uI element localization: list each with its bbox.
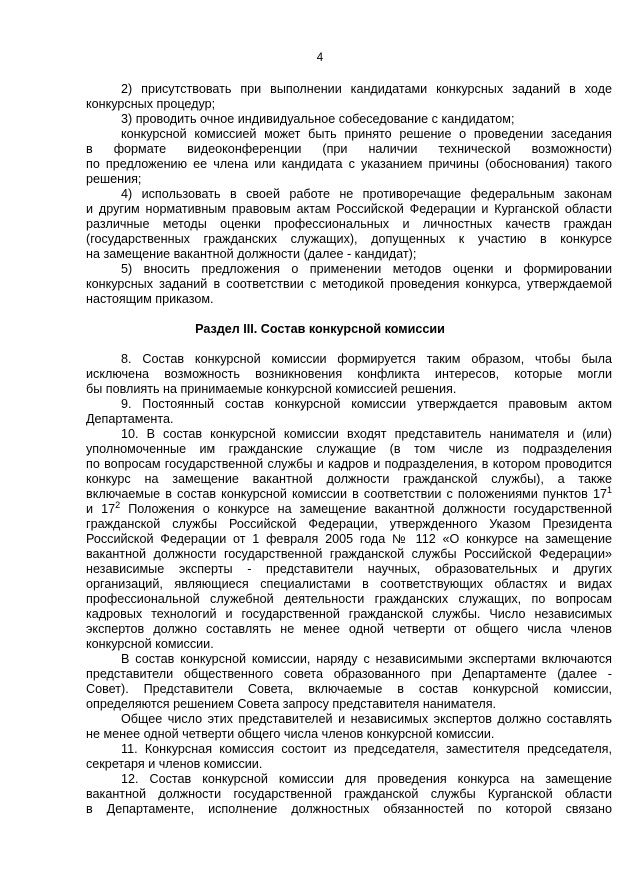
text-line: в формате видеоконференции (при наличии технической возможности): [86, 142, 612, 156]
text-line: в Департаменте, исполнение должностных обязанностей по которой связано: [86, 802, 612, 816]
text-line: не менее одной четверти общего числа членов конкурсной комиссии.: [86, 727, 495, 741]
text-line: 12. Состав конкурсной комиссии для проведения конкурса на замещение: [121, 772, 612, 786]
text-line: вакантной должности государственной гражданской службы Российской Федерации»: [86, 547, 612, 561]
text-line: конкурсных заданий в соответствии с методикой проведения конкурса, утверждаемой: [86, 277, 612, 291]
text-line: уполномоченные им гражданские служащие (в том числе из подразделения: [86, 442, 612, 456]
text-line: экспертов должно составлять не менее одной четверти от общего числа членов: [86, 622, 612, 636]
text-line: представители общественного совета образованного при Департаменте (далее -: [86, 667, 612, 681]
text-line: на замещение вакантной должности (далее - кандидат);: [86, 247, 417, 261]
text-line: 2) присутствовать при выполнении кандидатами конкурсных заданий в ходе: [121, 82, 612, 96]
text-line: независимые эксперты - представители научных, образовательных и других: [86, 562, 612, 576]
text-line: по вопросам государственной службы и кадров и подразделения, в котором проводится: [86, 457, 612, 471]
text-line: Совет). Представители Совета, включаемые в состав конкурсной комиссии,: [86, 682, 612, 696]
text-line: конкурс на замещение вакантной должности гражданской службы), а также: [86, 472, 612, 486]
text-line: 9. Постоянный состав конкурсной комиссии утверждается правовым актом: [121, 397, 612, 411]
text-line: решения;: [86, 172, 142, 186]
text-line: определяются решением Совета запросу представителя нанимателя.: [86, 697, 497, 711]
line-text: Положения о конкурсе на замещение вакантной должности государственной: [120, 502, 612, 516]
text-line: 3) проводить очное индивидуальное собеседование с кандидатом;: [121, 112, 515, 126]
text-line: секретаря и членов комиссии.: [86, 757, 263, 771]
text-line: по предложению ее члена или кандидата с указанием причины (обоснования) такого: [86, 157, 612, 171]
text-line: 11. Конкурсная комиссия состоит из председателя, заместителя председателя,: [121, 742, 612, 756]
text-line: Департамента.: [86, 412, 174, 426]
section-heading: Раздел III. Состав конкурсной комиссии: [195, 322, 445, 336]
text-line: Российской Федерации от 1 февраля 2005 года № 112 «О конкурсе на замещение: [86, 532, 612, 546]
superscript: 2: [115, 499, 121, 510]
text-line: настоящим приказом.: [86, 292, 214, 306]
text-line: [86, 484, 612, 502]
text-line: [86, 499, 612, 517]
text-line: различные методы оценки профессиональных и личностных качеств граждан: [86, 217, 612, 231]
text-line: конкурсных процедур;: [86, 97, 216, 111]
text-line: 5) вносить предложения о применении методов оценки и формировании: [121, 262, 612, 276]
text-line: Общее число этих представителей и независимых экспертов должно составлять: [121, 712, 612, 726]
text-line: В состав конкурсной комиссии, наряду с независимыми экспертами включаются: [121, 652, 612, 666]
text-line: профессиональной служебной деятельности гражданских служащих, по вопросам: [86, 592, 612, 606]
text-line: кадровых технологий и государственной гражданской службы. Число независимых: [86, 607, 612, 621]
text-line: бы повлиять на принимаемые конкурсной комиссией решения.: [86, 382, 457, 396]
text-line: конкурсной комиссией может быть принято решение о проведении заседания: [121, 127, 612, 141]
text-line: и другим нормативным правовым актам Российской Федерации и Курганской области: [86, 202, 612, 216]
text-line: 4) использовать в своей работе не противоречащие федеральным законам: [121, 187, 612, 201]
text-line: (государственных гражданских служащих), допущенных к участию в конкурсе: [86, 232, 612, 246]
text-line: гражданской службы Российской Федерации, утвержденного Указом Президента: [86, 517, 612, 531]
text-line: конкурсной комиссии.: [86, 637, 214, 651]
text-line: 10. В состав конкурсной комиссии входят представитель нанимателя и (или): [121, 427, 612, 441]
text-line: 8. Состав конкурсной комиссии формируется таким образом, чтобы была: [121, 352, 612, 366]
text-line: вакантной должности государственной гражданской службы Курганской области: [86, 787, 612, 801]
line-text: включаемые в состав конкурсной комиссии в соответствии с положениями пунктов 17: [86, 487, 607, 501]
superscript: 1: [606, 484, 612, 495]
line-text: и 17: [86, 502, 116, 516]
text-line: исключена возможность возникновения конфликта интересов, которые могли: [86, 367, 612, 381]
page-number: 4: [316, 52, 324, 64]
text-line: организаций, являющиеся специалистами в соответствующих областях и видах: [86, 577, 612, 591]
